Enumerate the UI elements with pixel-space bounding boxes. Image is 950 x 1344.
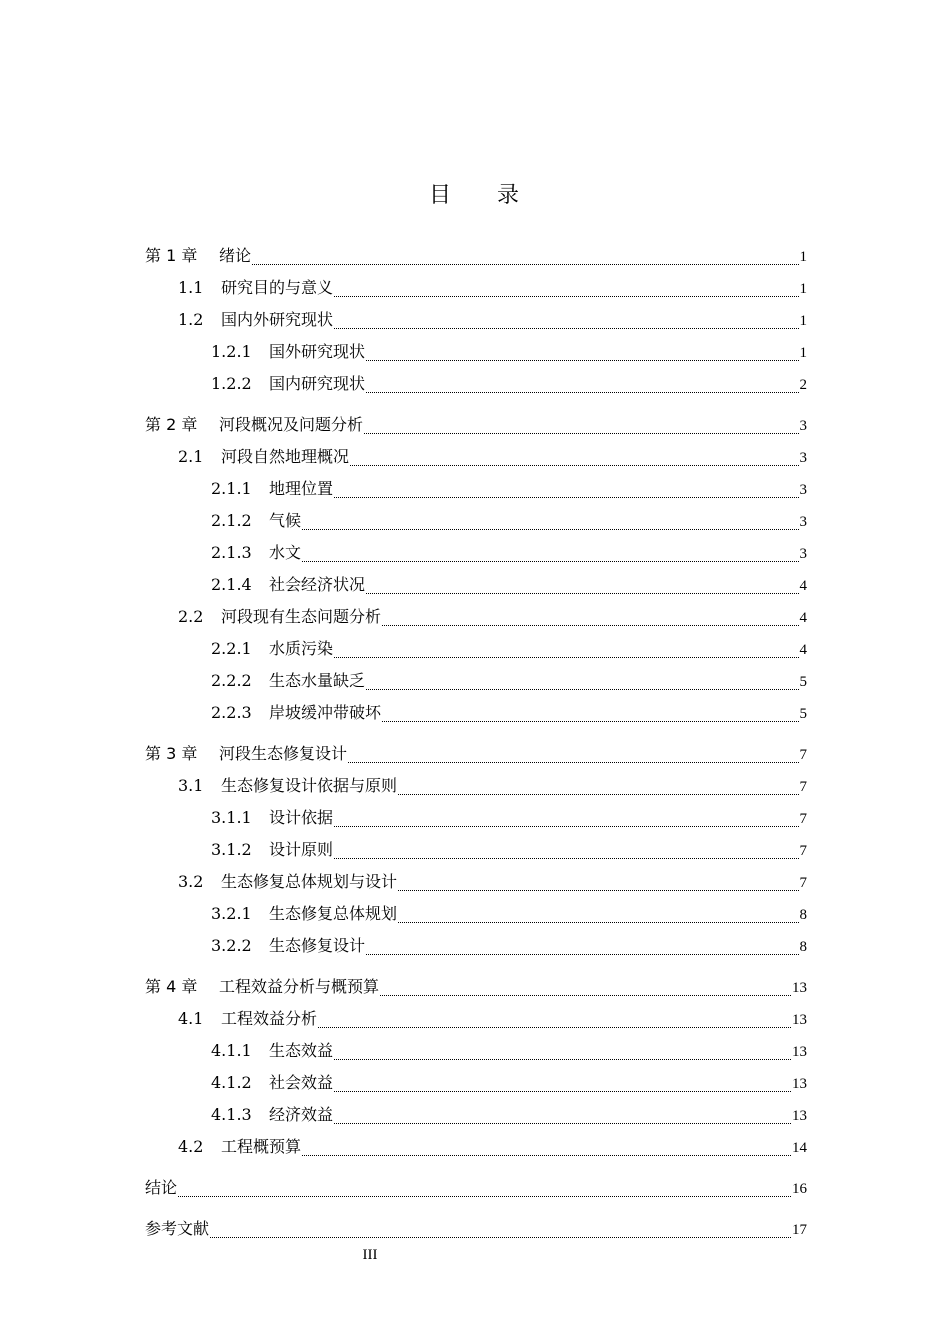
toc-entry-page: 13 [792,1012,807,1028]
toc-section-entry[interactable] [145,665,807,697]
toc-entry-page: 8 [799,907,807,923]
dot-leader [302,545,798,562]
toc-section-entry[interactable] [145,930,807,962]
toc-entry-number: 1.2.1 [211,342,252,361]
toc-entry-title: 气候 [269,511,302,530]
toc-entry-number: 3.1.1 [211,808,252,827]
toc-section-entry[interactable] [145,1099,807,1131]
dot-leader [334,481,798,498]
toc-entry-number: 4.1.3 [211,1105,252,1124]
toc-entry-number: 1.2 [178,310,204,329]
toc-entry-title: 国内外研究现状 [221,310,334,329]
toc-section-entry[interactable] [145,569,807,601]
toc-section-entry[interactable] [145,441,807,473]
toc-entry-number: 2.1.4 [211,575,252,594]
toc-entry-page: 5 [799,706,807,722]
toc-section-entry[interactable] [145,1131,807,1163]
title-char-2: 录 [497,183,522,208]
toc-entry-title: 社会效益 [269,1073,334,1092]
toc-entry-page: 1 [799,345,807,361]
toc-entry-page: 1 [799,249,807,265]
toc-entry-title: 地理位置 [269,479,334,498]
toc-entry-title: 河段生态修复设计 [219,744,348,763]
toc-section-entry[interactable] [145,272,807,304]
toc-entry-page: 7 [799,811,807,827]
toc-entry-title: 水文 [269,543,302,562]
toc-section-entry[interactable] [145,537,807,569]
dot-leader [334,312,798,329]
dot-leader [364,417,798,434]
toc-section-entry[interactable] [145,770,807,802]
dot-leader [398,874,798,891]
dot-leader [302,1139,791,1156]
toc-entry-title: 生态修复设计 [269,936,366,955]
toc-section-entry[interactable] [145,697,807,729]
toc-entry-page: 1 [799,313,807,329]
toc-section-entry[interactable] [145,1067,807,1099]
dot-leader [252,248,798,265]
toc-entry-number: 1.2.2 [211,374,252,393]
dot-leader [366,376,798,393]
toc-entry-number: 第 1 章 [145,246,198,265]
toc-entry-title: 社会经济状况 [269,575,366,594]
toc-entry-number: 1.1 [178,278,204,297]
dot-leader [334,1075,791,1092]
toc-entry-number: 4.1 [178,1009,204,1028]
toc-entry-title: 国外研究现状 [269,342,366,361]
toc-entry-number: 4.1.2 [211,1073,252,1092]
toc-chapter-entry[interactable] [145,1172,807,1204]
dot-leader [366,344,798,361]
toc-chapter-entry[interactable] [145,409,807,441]
dot-leader [334,1043,791,1060]
toc-entry-title: 参考文献 [145,1219,210,1238]
toc-entry-page: 13 [792,1076,807,1092]
toc-section-entry[interactable] [145,898,807,930]
toc-entry-title: 国内研究现状 [269,374,366,393]
dot-leader [334,1107,791,1124]
toc-entry-page: 4 [799,610,807,626]
toc-entry-title: 经济效益 [269,1105,334,1124]
toc-entry-number: 3.2 [178,872,204,891]
toc-entry-title: 生态水量缺乏 [269,671,366,690]
toc-section-entry[interactable] [145,601,807,633]
page-number: III [362,1247,378,1263]
toc-entry-title: 河段现有生态问题分析 [221,607,382,626]
dot-leader [302,513,798,530]
toc-entry-page: 4 [799,642,807,658]
dot-leader [398,778,798,795]
dot-leader [382,609,798,626]
dot-leader [318,1011,791,1028]
toc-entry-page: 14 [792,1140,807,1156]
toc-entry-page: 5 [799,674,807,690]
toc-entry-title: 设计依据 [269,808,334,827]
dot-leader [366,577,798,594]
dot-leader [334,280,798,297]
dot-leader [334,810,798,827]
toc-entry-page: 7 [799,747,807,763]
toc-section-entry[interactable] [145,834,807,866]
toc-entry-number: 3.1.2 [211,840,252,859]
toc-entry-number: 2.2.3 [211,703,252,722]
dot-leader [334,842,798,859]
toc-entry-title: 生态修复设计依据与原则 [221,776,398,795]
toc-entry-number: 第 3 章 [145,744,198,763]
dot-leader [366,673,798,690]
toc-entry-number: 2.1 [178,447,204,466]
toc-entry-page: 16 [792,1181,807,1197]
toc-entry-page: 13 [792,1044,807,1060]
toc-entry-number: 2.1.2 [211,511,252,530]
toc-entry-title: 河段自然地理概况 [221,447,350,466]
toc-entry-page: 3 [799,482,807,498]
toc-entry-page: 3 [799,514,807,530]
toc-entry-number: 4.2 [178,1137,204,1156]
dot-leader [178,1180,791,1197]
toc-entry-number: 4.1.1 [211,1041,252,1060]
toc-section-entry[interactable] [145,336,807,368]
toc-chapter-entry[interactable] [145,1213,807,1245]
dot-leader [382,705,798,722]
toc-chapter-entry[interactable] [145,971,807,1003]
toc-entry-page: 2 [799,377,807,393]
toc-entry-number: 3.2.1 [211,904,252,923]
toc-entry-title: 生态修复总体规划 [269,904,398,923]
toc-entry-number: 第 2 章 [145,415,198,434]
toc-entry-page: 3 [799,418,807,434]
toc-entry-title: 生态修复总体规划与设计 [221,872,398,891]
toc-entry-number: 第 4 章 [145,977,198,996]
toc-entry-title: 工程效益分析与概预算 [219,977,380,996]
toc-section-entry[interactable] [145,633,807,665]
toc-section-entry[interactable] [145,473,807,505]
toc-entry-number: 2.2.2 [211,671,252,690]
dot-leader [210,1221,791,1238]
dot-leader [366,938,798,955]
toc-entry-number: 2.2.1 [211,639,252,658]
toc-entry-page: 8 [799,939,807,955]
toc-entry-title: 工程效益分析 [221,1009,318,1028]
toc-entry-title: 河段概况及问题分析 [219,415,364,434]
toc-title [0,178,950,209]
dot-leader [348,746,798,763]
table-of-contents [145,240,807,1245]
toc-entry-number: 2.1.1 [211,479,252,498]
toc-entry-title: 结论 [145,1178,178,1197]
toc-section-entry[interactable] [145,802,807,834]
title-char-1: 目 [428,183,453,208]
toc-entry-number: 3.1 [178,776,204,795]
toc-entry-title: 水质污染 [269,639,334,658]
toc-entry-page: 3 [799,450,807,466]
toc-entry-page: 13 [792,980,807,996]
toc-entry-title: 研究目的与意义 [221,278,334,297]
toc-entry-page: 13 [792,1108,807,1124]
toc-section-entry[interactable] [145,304,807,336]
toc-section-entry[interactable] [145,368,807,400]
toc-chapter-entry[interactable] [145,738,807,770]
toc-chapter-entry[interactable] [145,240,807,272]
toc-entry-title: 绪论 [219,246,252,265]
toc-entry-number: 3.2.2 [211,936,252,955]
toc-entry-title: 工程概预算 [221,1137,302,1156]
toc-section-entry[interactable] [145,505,807,537]
toc-entry-number: 2.2 [178,607,204,626]
toc-entry-title: 设计原则 [269,840,334,859]
toc-entry-page: 17 [792,1222,807,1238]
toc-entry-page: 3 [799,546,807,562]
toc-section-entry[interactable] [145,866,807,898]
toc-section-entry[interactable] [145,1003,807,1035]
toc-entry-page: 4 [799,578,807,594]
toc-entry-title: 生态效益 [269,1041,334,1060]
dot-leader [398,906,798,923]
toc-entry-page: 7 [799,875,807,891]
toc-entry-number: 2.1.3 [211,543,252,562]
toc-entry-page: 7 [799,779,807,795]
dot-leader [334,641,798,658]
toc-entry-page: 7 [799,843,807,859]
dot-leader [380,979,791,996]
toc-entry-page: 1 [799,281,807,297]
dot-leader [350,449,798,466]
toc-entry-title: 岸坡缓冲带破坏 [269,703,382,722]
toc-section-entry[interactable] [145,1035,807,1067]
